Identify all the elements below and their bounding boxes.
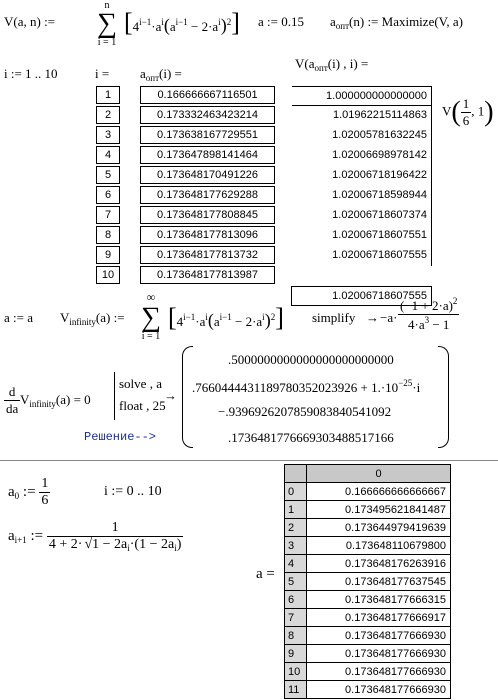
v-cell: 1.02005781632245: [292, 126, 432, 146]
aopt-header: $a_{опт}(i)$ =: [140, 66, 182, 83]
vinf-lhs[interactable]: $V_{infinity}(a)$ :=: [60, 310, 125, 327]
v-cell: 1.000000000000000: [292, 86, 432, 106]
grid-row: [285, 645, 451, 663]
v-cell: 1.02006718607555: [291, 286, 432, 306]
aopt-cell: 0.173332463423214: [140, 106, 275, 124]
index-cell: 10: [96, 266, 120, 284]
v-cell: 1.02006698978142: [292, 146, 432, 166]
vinf-result-fraction: $\frac{(-1 + 2\cdot a)^2}{4\cdot a^3 - 1}$: [400, 296, 458, 332]
grid-row-value: 0.173648177666917: [307, 609, 451, 627]
v-column: [292, 86, 432, 306]
formula-v-definition[interactable]: [4, 14, 55, 30]
grid-row-value: 0.173644979419639: [307, 519, 451, 537]
assign-a[interactable]: a := 0.15: [258, 14, 304, 29]
grid-corner: [285, 465, 307, 483]
index-cell: 8: [96, 226, 120, 244]
aopt-cell: 0.173648170491226: [140, 166, 275, 184]
v-cell: 1.02006718196422: [292, 166, 432, 186]
left-paren: [182, 346, 193, 448]
derivative-fn[interactable]: $V_{infinity}(a) = 0$: [20, 392, 91, 409]
formula-v-body: $[4^{i-1}\cdot a^i(a^{i-1} - 2\cdot a^i)^2]$: [124, 8, 240, 37]
v-cell: 1.02006718607555: [292, 246, 432, 266]
grid-row-index: 10: [285, 663, 307, 681]
aopt-definition[interactable]: $a_{опт}(n)$ := Maximize(V, a): [330, 14, 463, 31]
v-cell: 1.02006718607374: [292, 206, 432, 226]
sum-upper-limit: n: [104, 0, 110, 11]
sum-lower-limit: i = 1: [97, 37, 117, 48]
grid-row-value: 0.173648110679800: [307, 537, 451, 555]
aopt-column: [140, 86, 275, 284]
grid-row: [285, 573, 451, 591]
solution-label: Решение-->: [84, 430, 157, 444]
index-cell: 2: [96, 106, 120, 124]
sigma-icon: ∑: [97, 8, 117, 39]
aopt-cell: 0.173648177813096: [140, 226, 275, 244]
result-grid[interactable]: [284, 464, 451, 699]
v-cell: 1.02006718607551: [292, 226, 432, 246]
aopt-cell: 0.173638167729551: [140, 126, 275, 144]
aopt-cell: 0.173648177813987: [140, 266, 275, 284]
grid-row: [285, 609, 451, 627]
grid-row-value: 0.173495621841487: [307, 501, 451, 519]
index-cell: 3: [96, 126, 120, 144]
right-paren: [438, 346, 449, 448]
grid-row: [285, 501, 451, 519]
grid-row-index: 3: [285, 537, 307, 555]
grid-row-index: 2: [285, 519, 307, 537]
solve-keyword: solve , a: [119, 376, 162, 391]
sigma-icon: ∑: [141, 302, 161, 333]
v-cell: 1.02006718598944: [292, 186, 432, 206]
aopt-cell: 0.173648177813732: [140, 246, 275, 264]
v-cell: 1.01962215114863: [292, 106, 432, 126]
aopt-cell: 0.166666667116501: [140, 86, 275, 104]
grid-row: [285, 537, 451, 555]
index-cell: 6: [96, 186, 120, 204]
aopt-cell: 0.173648177808845: [140, 206, 275, 224]
index-cell: 7: [96, 206, 120, 224]
section-divider: [0, 460, 498, 461]
a0-definition[interactable]: $a_0$ := $\frac{1}{6}$: [8, 476, 49, 508]
grid-row-value: 0.173648176263916: [307, 555, 451, 573]
vinf-body: $[4^{i-1}\cdot a^i(a^{i-1} - 2\cdot a^i)^2]$: [168, 303, 284, 332]
grid-row-value: 0.173648177637545: [307, 573, 451, 591]
a-equals-label: a =: [256, 566, 275, 582]
grid-row: [285, 681, 451, 699]
v-cell-empty: [292, 266, 432, 286]
range-i2[interactable]: i := 0 .. 10: [104, 484, 162, 499]
sum-inf-operator: ∞ ∑ i = 1: [136, 290, 166, 342]
grid-row-value: 0.173648177666930: [307, 627, 451, 645]
grid-row-index: 7: [285, 609, 307, 627]
recurrence-definition[interactable]: $a_{i+1}$ := $\frac{1}{4 + 2\cdot √1 - 2a_i\cdot(1 - 2a_i)}$: [8, 520, 182, 553]
derivative-operator: $\frac{d}{da}$: [6, 384, 19, 416]
simplify-keyword: simplify: [312, 310, 356, 325]
arrow-icon: →: [164, 388, 177, 403]
grid-row-index: 0: [285, 483, 307, 501]
grid-row-index: 1: [285, 501, 307, 519]
grid-row-value: 0.166666666666667: [307, 483, 451, 501]
grid-row: [285, 483, 451, 501]
v-header: $V(a_{опт}(i)$ , i) =: [295, 56, 369, 73]
index-cell: 1: [96, 86, 120, 104]
keyword-divider: [114, 372, 115, 420]
aopt-cell: 0.173648177629288: [140, 186, 275, 204]
grid-row-value: 0.173648177666315: [307, 591, 451, 609]
aopt-cell: 0.173647898141464: [140, 146, 275, 164]
grid-row-value: 0.173648177666930: [307, 681, 451, 699]
grid-col-header: 0: [307, 465, 451, 483]
i-header: i =: [95, 66, 110, 81]
solution-0: .5000000000000000000000000: [228, 352, 394, 367]
assign-a-symbolic[interactable]: a := a: [4, 310, 33, 325]
grid-row-index: 4: [285, 555, 307, 573]
arrow-icon: →: [366, 310, 379, 325]
index-cell: 4: [96, 146, 120, 164]
grid-row: [285, 591, 451, 609]
index-cell: 5: [96, 166, 120, 184]
grid-row-index: 9: [285, 645, 307, 663]
grid-row-index: 6: [285, 591, 307, 609]
grid-row: [285, 519, 451, 537]
grid-row-index: 8: [285, 627, 307, 645]
vinf-result-prefix: −a·: [380, 310, 398, 325]
float-keyword: float , 25: [119, 398, 166, 413]
solution-1: $.7660444431189780352023926 + 1.\cdot 10^{-25}\cdot i$: [192, 378, 421, 395]
index-cell: 9: [96, 246, 120, 264]
range-i[interactable]: i := 1 .. 10: [4, 66, 58, 81]
grid-row-value: 0.173648177666930: [307, 663, 451, 681]
grid-row: [285, 627, 451, 645]
solution-3: .1736481776669303488517166: [228, 430, 394, 445]
formula-v-lhs: V(a, n) :=: [4, 14, 56, 29]
v-of-one-sixth[interactable]: V( $\frac{1}{6}$ , 1): [442, 96, 494, 128]
grid-row: [285, 555, 451, 573]
grid-row-index: 5: [285, 573, 307, 591]
grid-row-value: 0.173648177666930: [307, 645, 451, 663]
index-column: [96, 86, 120, 284]
solution-2: −.9396926207859083840541092: [218, 404, 392, 419]
grid-row-index: 11: [285, 681, 307, 699]
grid-row: [285, 663, 451, 681]
sum-operator: [92, 0, 122, 48]
